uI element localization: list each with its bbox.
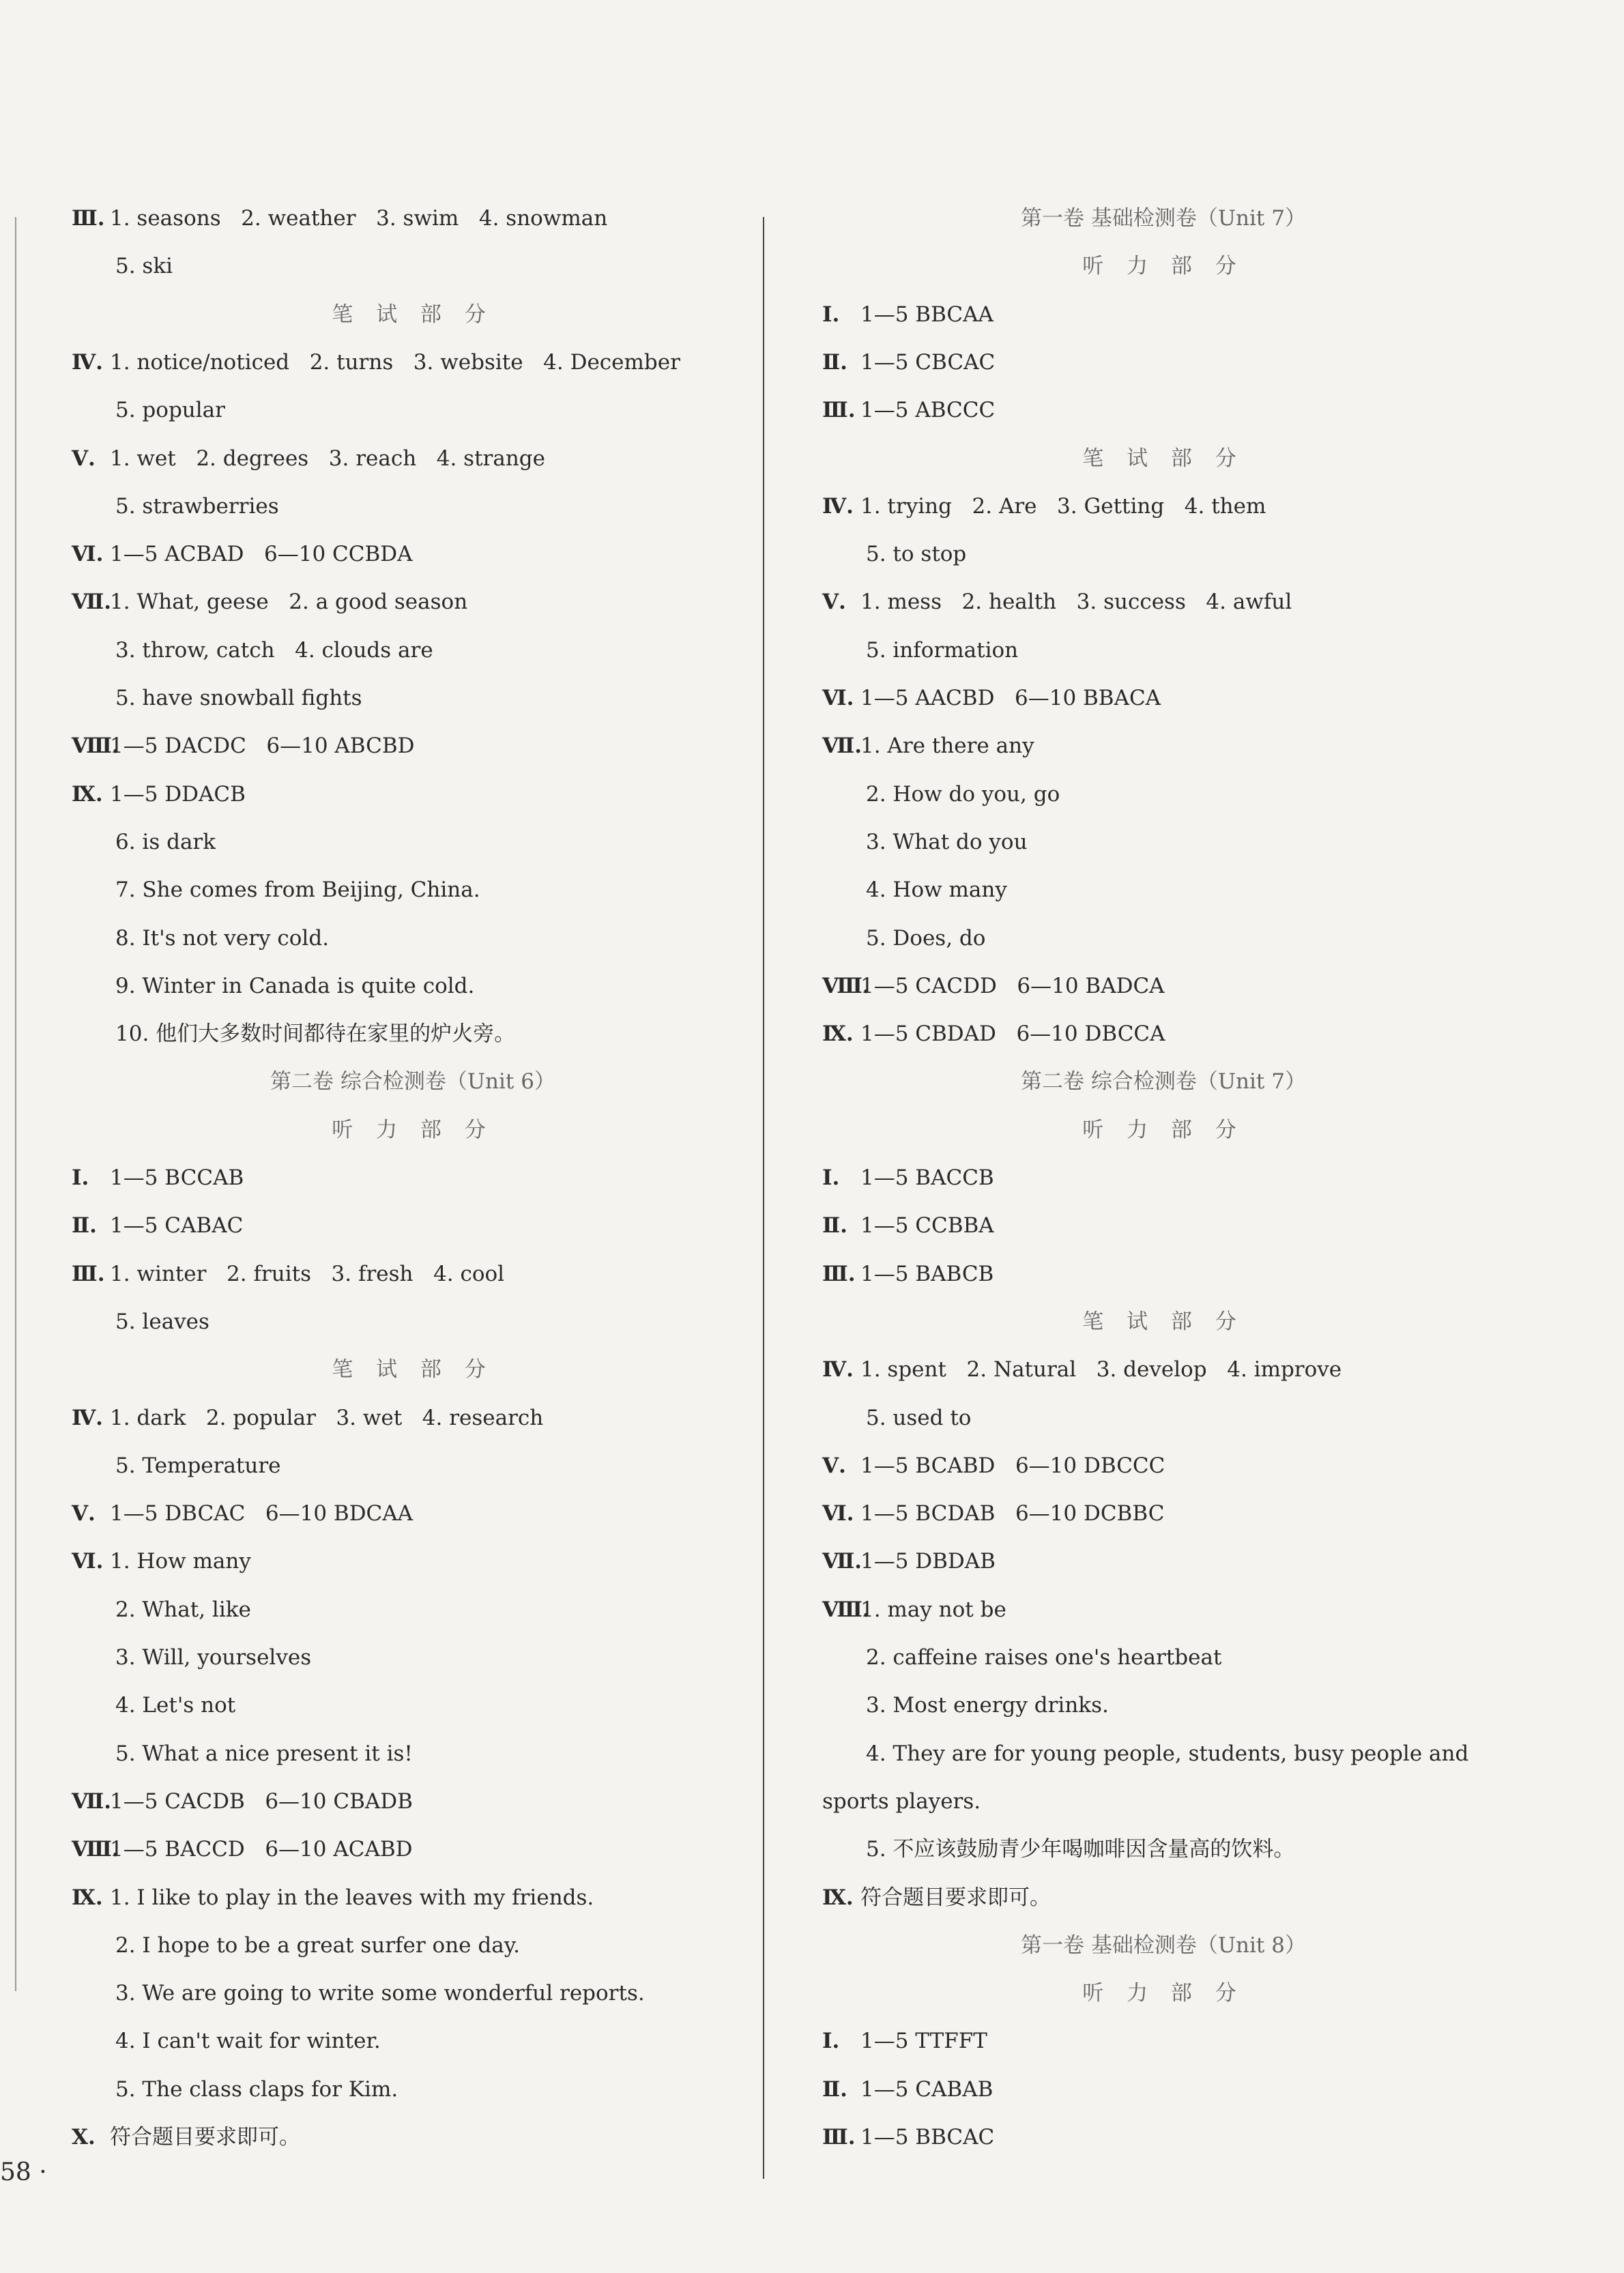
answer-text: 5. Does, do	[866, 926, 986, 951]
roman-numeral: Ⅲ.	[822, 398, 856, 422]
answer-line	[115, 1452, 281, 1479]
answer-text: 7. She comes from Beijing, China.	[115, 878, 480, 902]
answer-text: 符合题目要求即可。	[110, 2125, 300, 2149]
answer-text: 1—5 BCDAB 6—10 DCBBC	[860, 1501, 1165, 1526]
roman-numeral: Ⅱ.	[822, 350, 847, 375]
answer-text: 1—5 DDACB	[110, 782, 246, 807]
answer-text: 4. I can't wait for winter.	[115, 2029, 381, 2053]
answer-line	[115, 2027, 381, 2055]
roman-numeral: Ⅰ.	[822, 2029, 840, 2053]
answer-line	[115, 1740, 413, 1767]
answer-text: 2. caffeine raises one's heartbeat	[866, 1645, 1222, 1670]
answer-item	[72, 1164, 244, 1191]
roman-numeral: Ⅳ.	[822, 494, 854, 519]
answer-line	[115, 925, 329, 952]
subsection-heading: 笔 试 部 分	[1082, 1309, 1245, 1334]
answer-text: 1—5 CABAB	[860, 2077, 994, 2102]
answer-text: 1. wet 2. degrees 3. reach 4. strange	[110, 446, 545, 471]
answer-text: 2. I hope to be a great surfer one day.	[115, 1933, 520, 1958]
answer-line	[115, 493, 279, 520]
roman-numeral: Ⅷ.	[72, 734, 119, 758]
answer-text: 6. is dark	[115, 830, 216, 854]
answer-text: 10. 他们大多数时间都待在家里的炉火旁。	[115, 1022, 516, 1046]
roman-numeral: Ⅶ.	[72, 590, 112, 614]
answer-text: 5. ski	[115, 254, 173, 278]
roman-numeral: Ⅶ.	[72, 1789, 112, 1814]
answer-item	[822, 2027, 987, 2055]
answer-line	[866, 781, 1060, 808]
answer-item	[822, 588, 1292, 616]
answer-item	[822, 1356, 1342, 1383]
subsection-heading: 笔 试 部 分	[332, 1357, 494, 1382]
roman-numeral: Ⅵ.	[72, 542, 104, 566]
roman-numeral: Ⅲ.	[72, 206, 105, 231]
roman-numeral: Ⅷ.	[822, 974, 870, 998]
roman-numeral: Ⅰ.	[72, 1166, 89, 1190]
roman-numeral: Ⅲ.	[822, 1262, 856, 1286]
roman-numeral: Ⅷ.	[72, 1837, 119, 1862]
answer-item	[822, 1452, 1165, 1479]
answer-item	[822, 1020, 1165, 1047]
answer-item	[822, 493, 1266, 520]
roman-numeral: Ⅸ.	[822, 1885, 854, 1910]
answer-text: 5. to stop	[866, 542, 967, 566]
answer-item	[72, 540, 412, 568]
answer-line	[866, 925, 985, 952]
subsection-heading: 听 力 部 分	[1082, 1981, 1245, 2006]
answer-text: 1—5 DBCAC 6—10 BDCAA	[110, 1501, 414, 1526]
page-number: 58 ·	[0, 2158, 47, 2186]
answer-item	[72, 732, 415, 759]
answer-line	[866, 540, 966, 568]
answer-line	[115, 2076, 398, 2103]
answer-line	[115, 972, 474, 1000]
roman-numeral: Ⅹ.	[72, 2125, 96, 2149]
answer-text: 1—5 BABCB	[860, 1262, 994, 1286]
answer-item	[72, 1260, 504, 1288]
answer-item	[72, 1404, 543, 1432]
roman-numeral: Ⅰ.	[822, 1166, 840, 1190]
answer-text: 2. What, like	[115, 1597, 251, 1622]
answer-item	[72, 1212, 243, 1239]
answer-item	[822, 301, 994, 328]
answer-item	[822, 1500, 1164, 1527]
answer-text: 1. How many	[110, 1549, 251, 1574]
answer-text: 1—5 BBCAC	[860, 2125, 995, 2149]
answer-text: 1—5 CACDD 6—10 BADCA	[860, 974, 1165, 998]
answer-text: 1—5 BBCAA	[860, 302, 994, 327]
answer-text: 5. 不应该鼓励青少年喝咖啡因含量高的饮料。	[866, 1837, 1295, 1862]
answer-text: 5. leaves	[115, 1309, 209, 1334]
answer-text: 5. Temperature	[115, 1453, 281, 1478]
roman-numeral: Ⅶ.	[822, 734, 862, 758]
answer-line	[866, 828, 1028, 856]
answer-text: 1. may not be	[860, 1597, 1006, 1622]
answer-item	[822, 684, 1161, 712]
roman-numeral: Ⅸ.	[72, 1885, 103, 1910]
answer-text: 1—5 DBDAB	[860, 1549, 996, 1574]
section-heading: 第二卷 综合检测卷（Unit 6）	[270, 1069, 555, 1094]
answer-text: 5. strawberries	[115, 494, 279, 519]
answer-text: 1. trying 2. Are 3. Getting 4. them	[860, 494, 1266, 519]
answer-text: 5. What a nice present it is!	[115, 1741, 413, 1766]
answer-line	[866, 1644, 1221, 1671]
roman-numeral: Ⅰ.	[822, 302, 840, 327]
answer-text: 1. spent 2. Natural 3. develop 4. improve	[860, 1357, 1342, 1382]
answer-item	[822, 349, 995, 376]
roman-numeral: Ⅲ.	[822, 2125, 856, 2149]
answer-item	[822, 2124, 994, 2151]
answer-text: 1—5 CBCAC	[860, 350, 996, 375]
answer-item	[72, 349, 680, 376]
roman-numeral: Ⅳ.	[822, 1357, 854, 1382]
roman-numeral: Ⅴ.	[72, 1501, 96, 1526]
answer-line	[115, 1020, 515, 1047]
answer-line	[115, 684, 362, 712]
roman-numeral: Ⅵ.	[72, 1549, 104, 1574]
answer-line	[866, 1836, 1294, 1863]
subsection-heading: 听 力 部 分	[1082, 1118, 1245, 1142]
answer-text: 9. Winter in Canada is quite cold.	[115, 974, 475, 998]
answer-text: 3. Will, yourselves	[115, 1645, 312, 1670]
answer-text: 5. The class claps for Kim.	[115, 2077, 398, 2102]
answer-line	[115, 1932, 520, 1959]
answer-item	[72, 588, 467, 616]
roman-numeral: Ⅱ.	[822, 2077, 847, 2102]
roman-numeral: Ⅸ.	[72, 782, 103, 807]
answer-text: 1—5 BCABD 6—10 DBCCC	[860, 1453, 1165, 1478]
answer-item	[822, 972, 1165, 1000]
answer-text: 1—5 CACDB 6—10 CBADB	[110, 1789, 413, 1814]
answer-line	[115, 876, 480, 903]
answer-text: 1—5 DACDC 6—10 ABCBD	[110, 734, 415, 758]
answer-text: sports players.	[822, 1789, 981, 1814]
answer-text: 1—5 CCBBA	[860, 1213, 994, 1238]
answer-text: 1. winter 2. fruits 3. fresh 4. cool	[110, 1262, 505, 1286]
answer-text: 3. We are going to write some wonderful reports.	[115, 1981, 645, 2006]
answer-line	[115, 1308, 209, 1335]
answer-text: 8. It's not very cold.	[115, 926, 330, 951]
answer-item	[822, 1164, 994, 1191]
answer-item	[72, 2124, 300, 2151]
answer-item	[72, 1548, 251, 1575]
answer-text: 1—5 TTFFT	[860, 2029, 987, 2053]
roman-numeral: Ⅴ.	[822, 590, 846, 614]
roman-numeral: Ⅷ.	[822, 1597, 870, 1622]
answer-line	[115, 637, 433, 664]
roman-numeral: Ⅸ.	[822, 1022, 854, 1046]
answer-item	[72, 1500, 413, 1527]
roman-numeral: Ⅳ.	[72, 350, 103, 375]
answer-line	[115, 396, 225, 424]
answer-text: 1. notice/noticed 2. turns 3. website 4. December	[110, 350, 680, 375]
roman-numeral: Ⅱ.	[72, 1213, 97, 1238]
answer-text: 1—5 BACCB	[860, 1166, 994, 1190]
answer-text: 1—5 ACBAD 6—10 CCBDA	[110, 542, 413, 566]
answer-line	[115, 1596, 251, 1623]
roman-numeral: Ⅶ.	[822, 1549, 862, 1574]
answer-item	[822, 1596, 1006, 1623]
answer-text: 4. They are for young people, students, busy people and	[866, 1741, 1469, 1766]
subsection-heading: 听 力 部 分	[332, 1118, 494, 1142]
section-heading: 第二卷 综合检测卷（Unit 7）	[1021, 1069, 1306, 1094]
answer-line	[866, 1740, 1468, 1767]
roman-numeral: Ⅵ.	[822, 1501, 854, 1526]
answer-line	[866, 1692, 1109, 1719]
answer-item	[72, 1884, 594, 1911]
answer-line	[822, 1788, 981, 1815]
answer-line	[115, 828, 216, 856]
roman-numeral: Ⅲ.	[72, 1262, 105, 1286]
subsection-heading: 笔 试 部 分	[332, 302, 494, 327]
answer-text: 1. seasons 2. weather 3. swim 4. snowman	[110, 206, 608, 231]
answer-text: 1. I like to play in the leaves with my friends.	[110, 1885, 594, 1910]
answer-item	[72, 445, 545, 472]
column-divider	[763, 217, 764, 2179]
section-heading: 第一卷 基础检测卷（Unit 8）	[1021, 1933, 1306, 1958]
roman-numeral: Ⅴ.	[822, 1453, 846, 1478]
answer-text: 1—5 BCCAB	[110, 1166, 244, 1190]
answer-text: 4. Let's not	[115, 1693, 236, 1718]
answer-text: 1—5 ABCCC	[860, 398, 996, 422]
answer-line	[866, 1404, 971, 1432]
answer-item	[822, 396, 995, 424]
answer-item	[822, 1260, 994, 1288]
section-heading: 第一卷 基础检测卷（Unit 7）	[1021, 206, 1306, 231]
subsection-heading: 笔 试 部 分	[1082, 446, 1245, 471]
answer-text: 4. How many	[866, 878, 1007, 902]
answer-text: 1. mess 2. health 3. success 4. awful	[860, 590, 1292, 614]
answer-text: 2. How do you, go	[866, 782, 1060, 807]
answer-text: 1. dark 2. popular 3. wet 4. research	[110, 1406, 544, 1430]
answer-text: 5. popular	[115, 398, 225, 422]
answer-line	[115, 252, 173, 280]
answer-item	[72, 1788, 413, 1815]
answer-line	[115, 1644, 311, 1671]
answer-line	[115, 1980, 645, 2007]
answer-text: 5. used to	[866, 1406, 972, 1430]
answer-item	[822, 1548, 996, 1575]
answer-item	[72, 1836, 412, 1863]
answer-text: 1—5 BACCD 6—10 ACABD	[110, 1837, 413, 1862]
answer-text: 1—5 AACBD 6—10 BBACA	[860, 686, 1161, 710]
answer-text: 5. information	[866, 638, 1019, 663]
answer-text: 5. have snowball fights	[115, 686, 362, 710]
roman-numeral: Ⅵ.	[822, 686, 854, 710]
answer-item	[822, 2076, 993, 2103]
answer-text: 3. throw, catch 4. clouds are	[115, 638, 433, 663]
answer-text: 1. What, geese 2. a good season	[110, 590, 468, 614]
answer-line	[115, 1692, 235, 1719]
roman-numeral: Ⅱ.	[822, 1213, 847, 1238]
answer-line	[866, 637, 1018, 664]
subsection-heading: 听 力 部 分	[1082, 254, 1245, 278]
roman-numeral: Ⅳ.	[72, 1406, 103, 1430]
answer-text: 1—5 CABAC	[110, 1213, 244, 1238]
answer-item	[822, 1884, 1051, 1911]
answer-text: 1. Are there any	[860, 734, 1034, 758]
answer-item	[72, 781, 246, 808]
answer-text: 3. What do you	[866, 830, 1028, 854]
answer-text: 1—5 CBDAD 6—10 DBCCA	[860, 1022, 1165, 1046]
answer-item	[822, 732, 1034, 759]
binding-margin-line	[15, 217, 16, 1991]
roman-numeral: Ⅴ.	[72, 446, 96, 471]
answer-text: 3. Most energy drinks.	[866, 1693, 1109, 1718]
answer-text: 符合题目要求即可。	[860, 1885, 1051, 1910]
answer-item	[72, 205, 607, 232]
answer-line	[866, 876, 1007, 903]
answer-item	[822, 1212, 994, 1239]
